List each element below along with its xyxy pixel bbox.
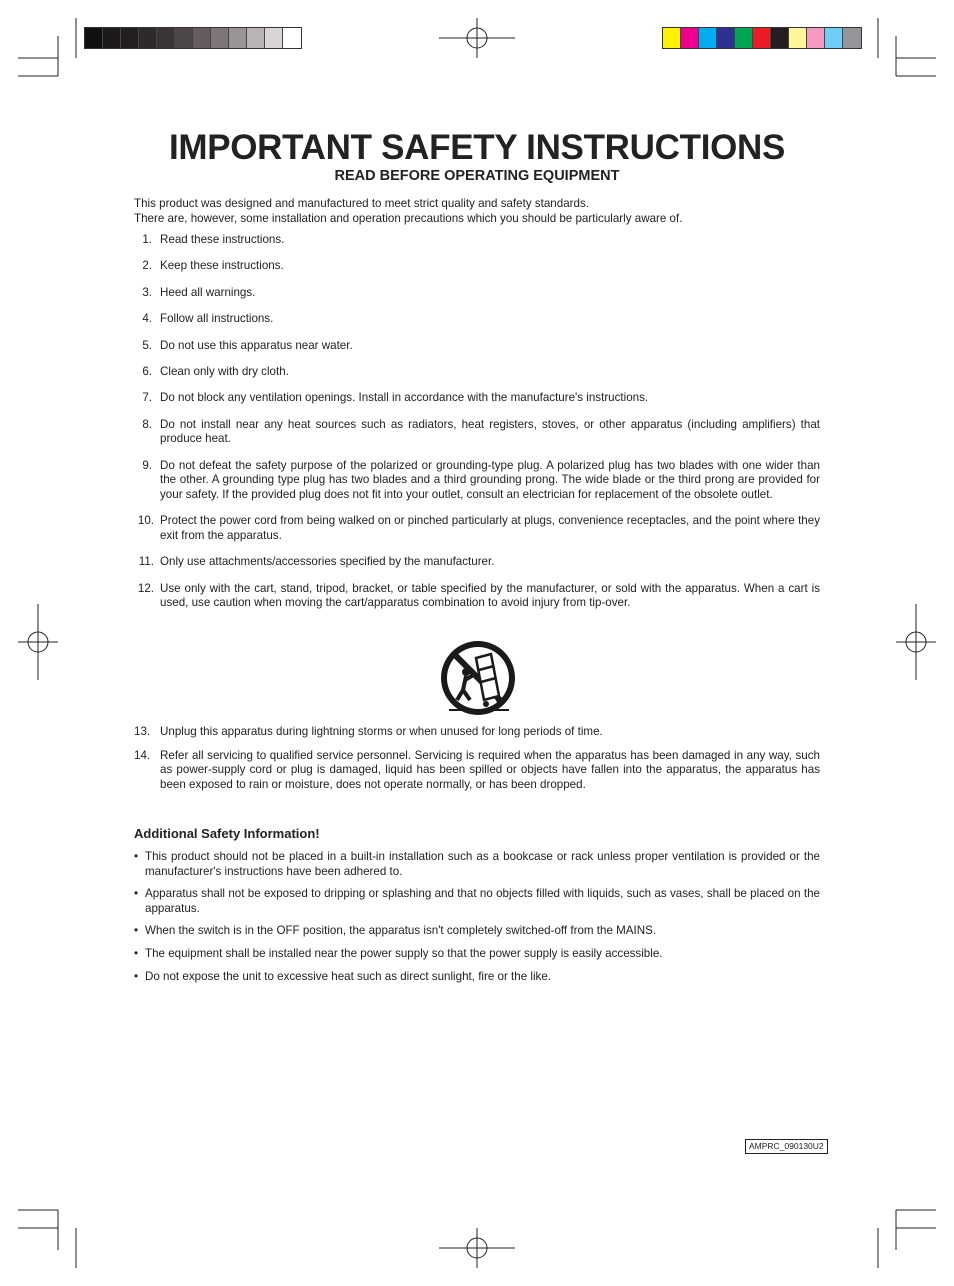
color-swatch <box>211 28 229 48</box>
intro-line: There are, however, some installation and operation precautions which you should be particularly aware of. <box>134 212 683 225</box>
color-swatch <box>753 28 771 48</box>
color-swatch <box>771 28 789 48</box>
instruction-item: 10. Protect the power cord from being walked on or pinched particularly at plugs, convenience receptacles, and the point where they exit from the apparatus. <box>137 514 820 542</box>
additional-info-heading: Additional Safety Information! <box>134 826 320 841</box>
color-swatch <box>139 28 157 48</box>
bullet-item: • When the switch is in the OFF position, the apparatus isn't completely switched-off from the MAINS. <box>134 924 657 938</box>
color-calibration-bar <box>662 27 862 49</box>
instruction-item: 11. Only use attachments/accessories specified by the manufacturer. <box>138 555 495 569</box>
color-swatch <box>283 28 301 48</box>
color-swatch <box>121 28 139 48</box>
color-swatch <box>717 28 735 48</box>
intro-paragraph <box>134 196 824 226</box>
color-swatch <box>157 28 175 48</box>
color-swatch <box>735 28 753 48</box>
color-swatch <box>85 28 103 48</box>
color-swatch <box>807 28 825 48</box>
color-swatch <box>193 28 211 48</box>
instruction-item: 9. Do not defeat the safety purpose of the polarized or grounding-type plug. A polarized plug has two blades with one wider than the other. A grounding type plug has two blades and a third grounding prong. The wide blade or the third prong are provided for your safety. If the provided plug does not fit into your outlet, consult an electrician for replacement of the obsolete outlet. <box>142 458 820 501</box>
color-swatch <box>825 28 843 48</box>
instruction-item: 13. Unplug this apparatus during lightning storms or when unused for long periods of time. <box>134 725 603 738</box>
bullet-item: • The equipment shall be installed near the power supply so that the power supply is easily accessible. <box>134 946 663 960</box>
color-swatch <box>103 28 121 48</box>
instruction-item: 6. Clean only with dry cloth. <box>142 364 289 378</box>
color-swatch <box>175 28 193 48</box>
instruction-item: 4. Follow all instructions. <box>142 312 274 326</box>
instruction-item: 14. Refer all servicing to qualified service personnel. Servicing is required when the apparatus has been damaged in any way, such as power-supply cord or plug is damaged, liquid has been spilled or objects have fallen into the apparatus, the apparatus has been exposed to rain or moisture, does not operate normally, or has been dropped. <box>134 748 820 791</box>
bullet-item: • Apparatus shall not be exposed to dripping or splashing and that no objects filled with liquids, such as vases, shall be placed on the apparatus. <box>134 887 820 915</box>
instruction-item: 2. Keep these instructions. <box>142 259 284 273</box>
color-swatch <box>265 28 283 48</box>
color-swatch <box>681 28 699 48</box>
instruction-item: 8. Do not install near any heat sources such as radiators, heat registers, stoves, or other apparatus (including amplifiers) that produce heat. <box>142 417 820 446</box>
instruction-item: 1. Read these instructions. <box>142 233 285 246</box>
instruction-item: 7. Do not block any ventilation openings. Install in accordance with the manufacture's instructions. <box>142 391 649 405</box>
color-swatch <box>229 28 247 48</box>
color-swatch <box>699 28 717 48</box>
color-swatch <box>789 28 807 48</box>
cart-tip-over-warning-icon <box>439 640 517 718</box>
instruction-item: 12. Use only with the cart, stand, tripod, bracket, or table specified by the manufacturer, or sold with the apparatus. When a cart is used, use caution when moving the cart/apparatus combination to avoid injury from tip-over. <box>137 581 820 610</box>
page-title: IMPORTANT SAFETY INSTRUCTIONS <box>168 128 786 167</box>
grayscale-calibration-bar <box>84 27 302 49</box>
color-swatch <box>247 28 265 48</box>
instruction-item: 3. Heed all warnings. <box>142 285 256 299</box>
page-subtitle: READ BEFORE OPERATING EQUIPMENT <box>334 168 620 184</box>
bullet-item: • This product should not be placed in a built-in installation such as a bookcase or rack unless proper ventilation is provided or the manufacturer's instructions have been adhered to. <box>134 850 820 878</box>
instructions-list-continued <box>134 725 820 801</box>
instruction-item: 5. Do not use this apparatus near water. <box>142 338 353 352</box>
color-swatch <box>663 28 681 48</box>
document-code: AMPRC_090130U2 <box>745 1139 828 1154</box>
color-swatch <box>843 28 861 48</box>
additional-info-list <box>134 850 820 992</box>
bullet-item: • Do not expose the unit to excessive heat such as direct sunlight, fire or the like. <box>134 969 552 983</box>
instructions-list <box>134 233 820 623</box>
intro-line: This product was designed and manufactured to meet strict quality and safety standards. <box>134 197 589 210</box>
